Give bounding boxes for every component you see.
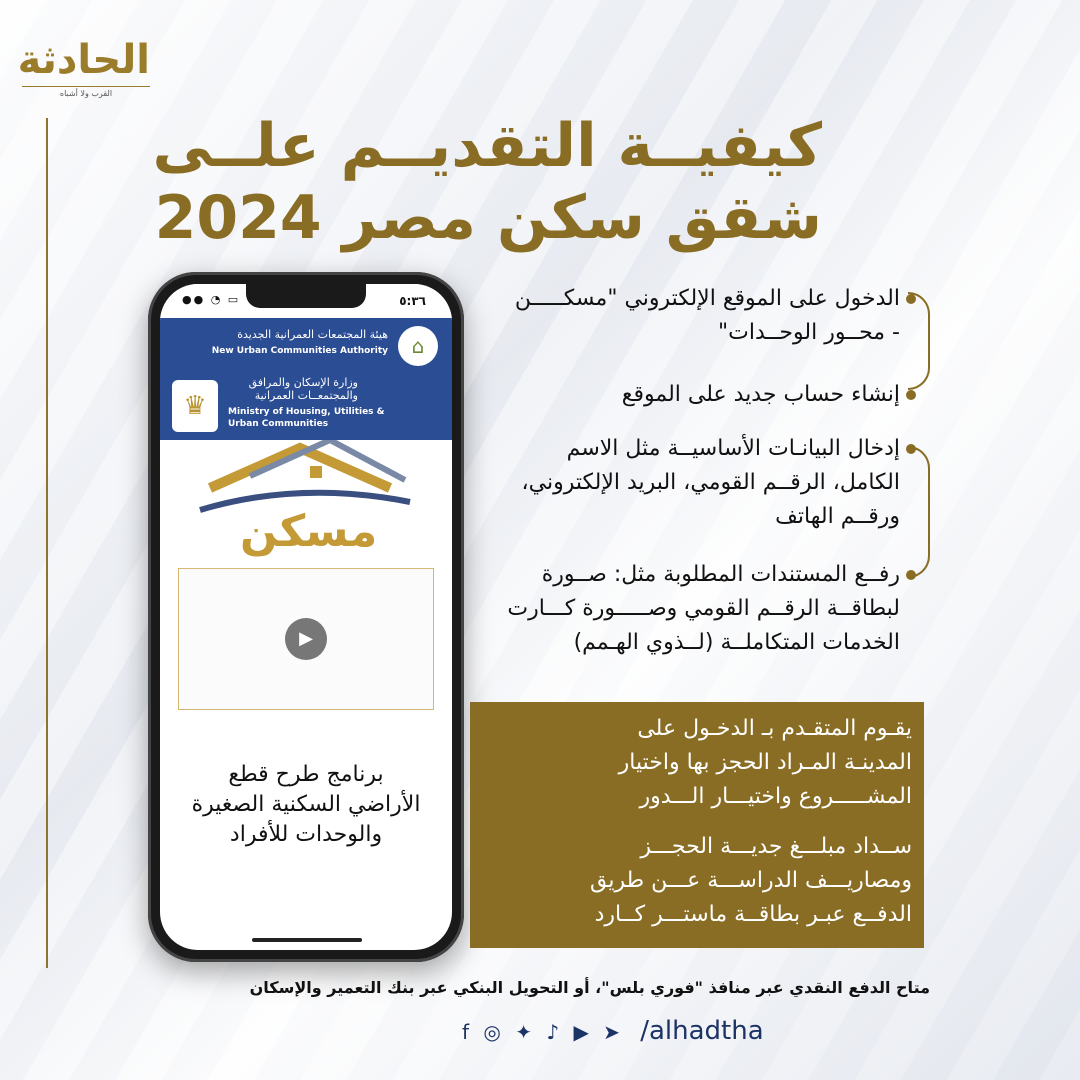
program-text: برنامج طرح قطع الأراضي السكنية الصغيرة والوحدات للأفراد — [191, 762, 421, 847]
phone-mockup — [148, 272, 464, 962]
gold-paragraph-1 — [482, 712, 912, 814]
authority-name-en: New Urban Communities Authority — [211, 346, 388, 356]
brand-logo[interactable] — [17, 36, 150, 98]
gold-line: يقـوم المتقـدم بـ الدخـول على — [637, 716, 912, 741]
gold-line: ومصاريـــف الدراســـة عـــن طريق — [589, 868, 912, 893]
authority-header — [160, 318, 452, 440]
step-text: رفــع المستندات المطلوبة مثل: صــورة لبطاقــة الرقــم القومي وصـــــورة كـــارت الخدمات المتكاملــة (لــذوي الهـمم) — [507, 562, 900, 655]
gold-paragraph-2 — [482, 830, 912, 932]
gold-line: المدينـة المـراد الحجز بها واختيار — [618, 750, 912, 775]
social-handle[interactable]: /alhadtha — [640, 1016, 764, 1046]
status-bar — [160, 284, 452, 318]
bullet-dot — [906, 570, 916, 580]
status-time: ٥:٣٦ — [399, 294, 426, 308]
authority-name-ar: هيئة المجتمعات العمرانية الجديدة — [237, 328, 388, 341]
bracket-1 — [908, 292, 930, 390]
brand-tagline: القرب ولا أشباه — [22, 86, 150, 98]
gold-info-box — [470, 702, 924, 948]
step-text: إنشاء حساب جديد على الموقع — [621, 382, 900, 407]
maskan-word: مسكن — [240, 506, 378, 557]
step-item — [500, 432, 900, 534]
step-text: إدخال البيانـات الأساسيــة مثل الاسم الكامل، الرقــم القومي، البريد الإلكتروني، ورقــم الهاتف — [521, 436, 900, 529]
video-player[interactable] — [178, 568, 434, 710]
vertical-divider — [46, 118, 48, 968]
gold-line: الدفــع عبـر بطاقــة ماستـــر كــارد — [594, 902, 912, 927]
nuca-emblem-icon: ⌂ — [398, 326, 438, 366]
title-line-2: شقق سكن مصر 2024 — [154, 183, 822, 253]
step-item — [500, 282, 900, 350]
ministry-name-ar: وزارة الإسكان والمرافق والمجتمعــات العمرانية — [248, 376, 358, 402]
step-text: الدخول على الموقع الإلكتروني "مسكـــــن - محــور الوحــدات" — [514, 286, 900, 345]
bullet-dot — [906, 444, 916, 454]
social-icons[interactable]: f ◎ ✦ ♪ ▶ ➤ — [462, 1020, 624, 1044]
phone-screen — [160, 284, 452, 950]
maskan-logo — [160, 440, 452, 568]
phone-notch — [246, 284, 366, 308]
ministry-name-en: Ministry of Housing, Utilities & Urban Communities — [228, 407, 385, 429]
gold-line: ســداد مبلـــغ جديـــة الحجـــز — [640, 834, 912, 859]
payment-note: متاح الدفع النقدي عبر منافذ "فوري بلس"، أو التحويل البنكي عبر بنك التعمير والإسكان — [249, 978, 930, 997]
play-icon[interactable]: ▶ — [285, 618, 327, 660]
gold-line: المشـــــروع واختيـــار الـــدور — [639, 784, 912, 809]
bullet-dot — [906, 294, 916, 304]
step-item — [500, 378, 900, 412]
eagle-emblem-icon: ♛ — [172, 380, 218, 432]
bullet-dot — [906, 390, 916, 400]
social-bar[interactable] — [462, 1016, 764, 1052]
home-indicator — [252, 938, 362, 942]
step-item — [500, 558, 900, 660]
bracket-2 — [908, 446, 930, 578]
title-line-1: كيفيــة التقديــم علــى — [152, 111, 822, 181]
signal-wifi-battery-icon: ●● ◔ ▭ — [182, 293, 241, 306]
page-title — [142, 110, 822, 254]
brand-name: الحادثة — [17, 37, 150, 83]
